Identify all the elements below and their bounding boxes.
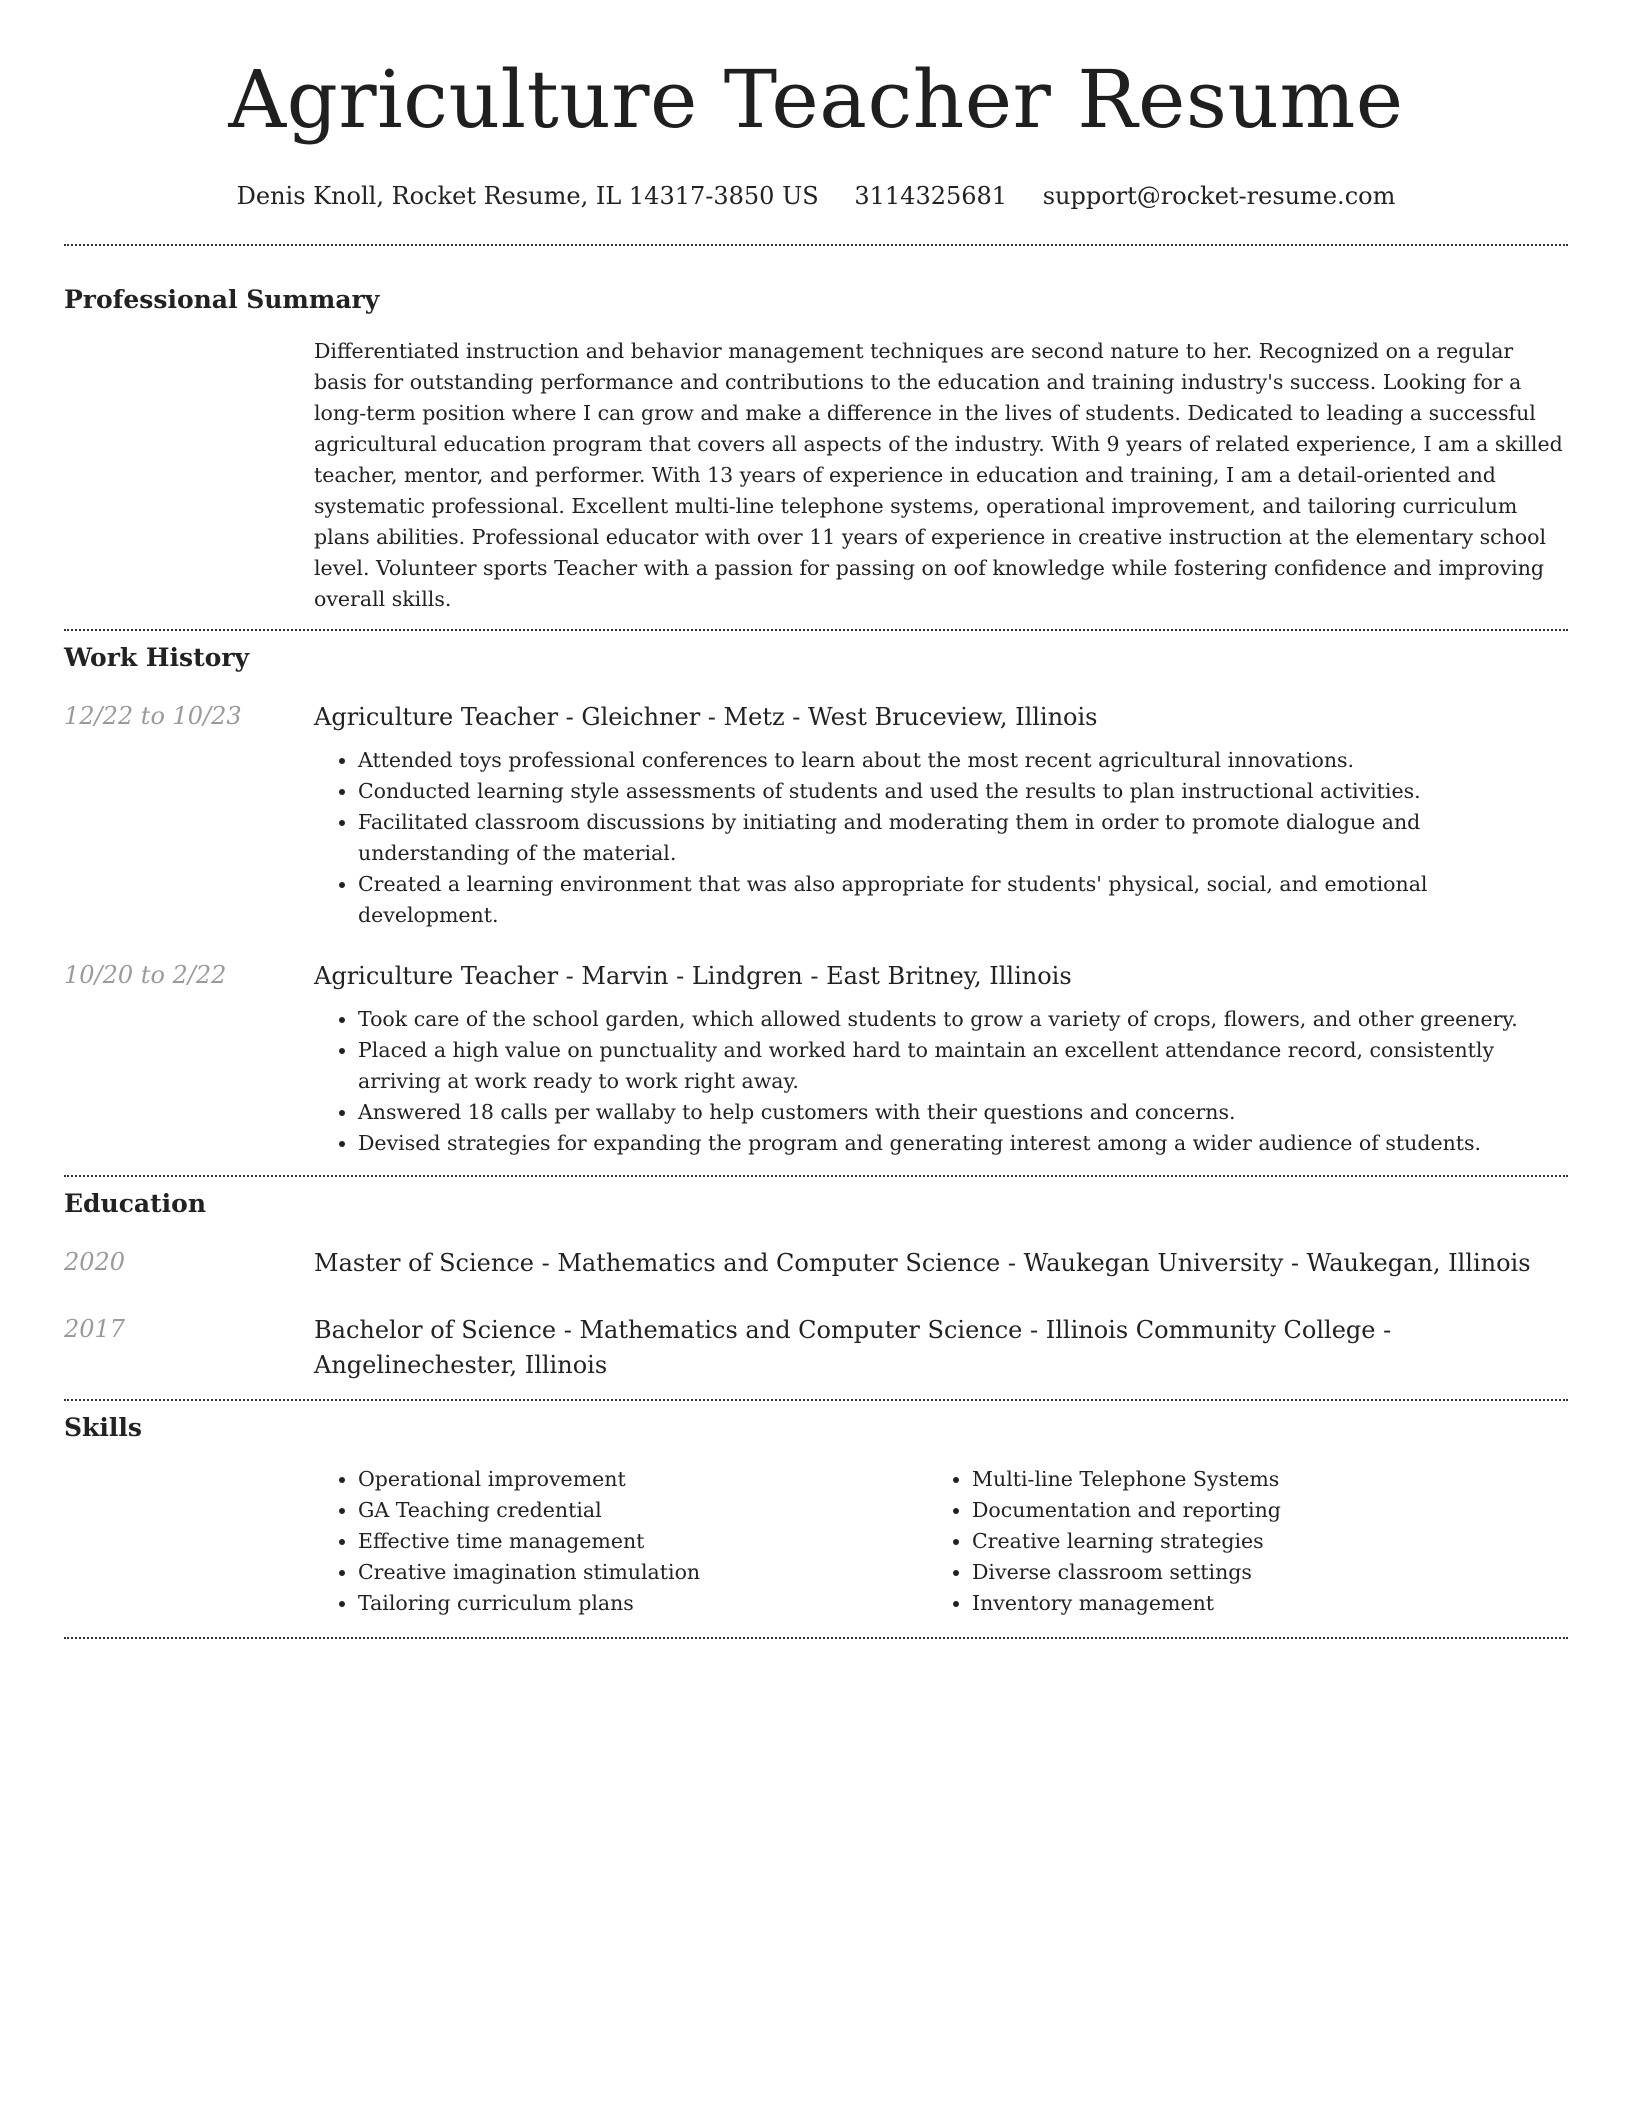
contact-phone: 3114325681 — [854, 182, 1008, 210]
skill-item: • Diverse classroom settings — [972, 1557, 1542, 1588]
contact-line — [64, 180, 1568, 212]
divider — [64, 1175, 1568, 1177]
degree-title: Bachelor of Science - Mathematics and Computer Science - Illinois Community College - Angelinechester, Illinois — [314, 1316, 1392, 1379]
degree-title: Master of Science - Mathematics and Computer Science - Waukegan University - Waukegan, Illinois — [314, 1249, 1531, 1277]
list-item: • Took care of the school garden, which allowed students to grow a variety of crops, flowers, and other greenery. — [358, 1004, 1568, 1035]
skill-item: • Documentation and reporting — [972, 1495, 1542, 1526]
skill-item: • Operational improvement — [358, 1464, 928, 1495]
job-entry — [64, 700, 1568, 931]
list-item: • Devised strategies for expanding the program and generating interest among a wider audience of students. — [358, 1128, 1568, 1159]
section-title-work-history: Work History — [64, 643, 250, 672]
list-item: • Answered 18 calls per wallaby to help customers with their questions and concerns. — [358, 1097, 1568, 1128]
skill-item: • Effective time management — [358, 1526, 928, 1557]
education-section — [64, 1188, 1568, 1383]
skills-list — [314, 1464, 1568, 1619]
summary-text: Differentiated instruction and behavior management techniques are second nature to her. Recognized on a regular basis for outstanding performance and contributions to the education and training industry's success. Looking for a long-term position where I can grow and make a difference in the lives of students. Dedicated to leading a successful agricultural education program that covers all aspects of the industry. With 9 years of related experience, I am a skilled teacher, mentor, and performer. With 13 years of experience in education and training, I am a detail-oriented and systematic professional. Excellent multi-line telephone systems, operational improvement, and tailoring curriculum plans abilities. Professional educator with over 11 years of experience in creative instruction at the elementary school level. Volunteer sports Teacher with a passion for passing on oof knowledge while fostering confidence and improving overall skills. — [314, 339, 1563, 611]
skill-item: • GA Teaching credential — [358, 1495, 928, 1526]
resume-page — [64, 0, 1568, 1639]
skill-item: • Creative imagination stimulation — [358, 1557, 928, 1588]
skill-item: • Multi-line Telephone Systems — [972, 1464, 1542, 1495]
contact-address: Denis Knoll, Rocket Resume, IL 14317-3850 US — [236, 182, 819, 210]
job-duties — [314, 745, 1568, 931]
contact-email: support@rocket-resume.com — [1042, 182, 1396, 210]
page-title: Agriculture Teacher Resume — [228, 53, 1404, 146]
job-duties — [314, 1004, 1568, 1159]
education-year: 2020 — [64, 1248, 126, 1276]
skills-column-left — [314, 1464, 928, 1619]
education-entry — [64, 1313, 1568, 1383]
list-item: • Placed a high value on punctuality and worked hard to maintain an excellent attendance record, consistently arriving at work ready to work right away. — [358, 1035, 1568, 1097]
skills-column-right — [928, 1464, 1542, 1619]
education-entry — [64, 1246, 1568, 1281]
list-item: • Conducted learning style assessments of students and used the results to plan instructional activities. — [358, 776, 1568, 807]
divider — [64, 629, 1568, 631]
job-dates: 10/20 to 2/22 — [64, 961, 227, 989]
job-dates: 12/22 to 10/23 — [64, 702, 242, 730]
list-item: • Attended toys professional conferences to learn about the most recent agricultural innovations. — [358, 745, 1568, 776]
section-title-summary: Professional Summary — [64, 285, 380, 314]
skills-section — [64, 1412, 1568, 1619]
skill-item: • Inventory management — [972, 1588, 1542, 1619]
job-title: Agriculture Teacher - Marvin - Lindgren - East Britney, Illinois — [314, 962, 1072, 990]
divider — [64, 244, 1568, 246]
summary-section — [64, 284, 1568, 615]
education-year: 2017 — [64, 1315, 126, 1343]
section-title-education: Education — [64, 1189, 207, 1218]
skill-item: • Tailoring curriculum plans — [358, 1588, 928, 1619]
divider — [64, 1637, 1568, 1639]
work-history-section — [64, 642, 1568, 1159]
job-entry — [64, 959, 1568, 1159]
job-title: Agriculture Teacher - Gleichner - Metz - West Bruceview, Illinois — [314, 703, 1098, 731]
divider — [64, 1399, 1568, 1401]
list-item: • Created a learning environment that was also appropriate for students' physical, social, and emotional development. — [358, 869, 1568, 931]
section-title-skills: Skills — [64, 1413, 142, 1442]
skill-item: • Creative learning strategies — [972, 1526, 1542, 1557]
list-item: • Facilitated classroom discussions by initiating and moderating them in order to promote dialogue and understanding of the material. — [358, 807, 1568, 869]
